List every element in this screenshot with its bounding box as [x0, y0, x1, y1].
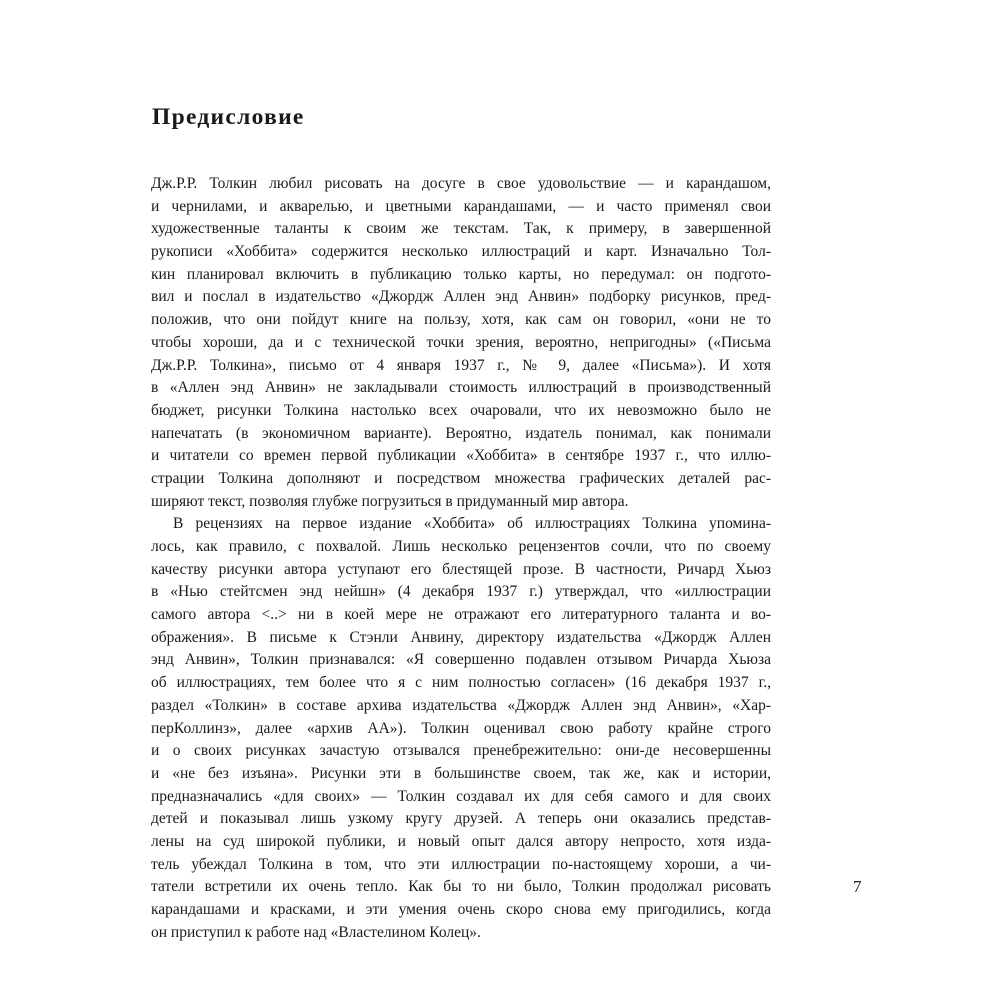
text-line: и о своих рисунках зачастую отзывался пренебрежительно: они-де несовершенны	[151, 742, 771, 760]
page-number: 7	[853, 877, 862, 896]
text-line: кин планировал включить в публикацию только карты, но передумал: он подгото-	[151, 265, 771, 283]
text-line: рукописи «Хоббита» содержится несколько иллюстраций и карт. Изначально Тол-	[151, 243, 771, 261]
text-line: самого автора <..> ни в коей мере не отражают его литературного таланта и во-	[151, 606, 771, 624]
text-line: лось, как правило, с похвалой. Лишь несколько рецензентов сочли, что по своему	[151, 538, 771, 555]
text-line: ображения». В письме к Стэнли Анвину, директору издательства «Джордж Аллен	[151, 628, 771, 646]
body-text	[151, 173, 771, 944]
text-line: Дж.Р.Р. Толкин любил рисовать на досуге в свое удовольствие — и карандашом,	[151, 175, 771, 192]
text-line: перКоллинз», далее «архив АА»). Толкин оценивал свою работу крайне строго	[151, 719, 771, 737]
text-line: качеству рисунки автора уступают его блестящей прозе. В частности, Ричард Хьюз	[151, 560, 771, 578]
text-line: энд Анвин», Толкин признавался: «Я совершенно подавлен отзывом Ричарда Хьюза	[151, 651, 771, 669]
chapter-heading: Предисловие	[152, 104, 305, 130]
text-line: бюджет, рисунки Толкина настолько всех очаровали, что их невозможно было не	[151, 401, 771, 419]
text-line: ширяют текст, позволяя глубже погрузиться в придуманный мир автора.	[151, 492, 629, 510]
paragraph	[151, 173, 771, 513]
text-line: об иллюстрациях, тем более что я с ним полностью согласен» (16 декабря 1937 г.,	[151, 674, 771, 692]
text-line: положив, что они пойдут книге на пользу, хотя, как сам он говорил, «они не то	[151, 311, 771, 329]
text-line: В рецензиях на первое издание «Хоббита» об иллюстрациях Толкина упомина-	[173, 515, 771, 533]
text-line: в «Нью стейтсмен энд нейшн» (4 декабря 1937 г.) утверждал, что «иллюстрации	[151, 583, 771, 601]
text-line: детей и показывал лишь узкому кругу друзей. А теперь они оказались представ-	[151, 810, 771, 828]
text-line: лены на суд широкой публики, и новый опыт дался автору непросто, хотя изда-	[151, 832, 771, 850]
text-line: карандашами и красками, и эти умения очень скоро снова ему пригодились, когда	[151, 901, 771, 918]
text-line: напечатать (в экономичном варианте). Вероятно, издатель понимал, как понимали	[151, 424, 771, 442]
text-line: и чернилами, и акварелью, и цветными карандашами, — и часто применял свои	[151, 197, 771, 215]
text-line: предназначались «для своих» — Толкин создавал их для себя самого и для своих	[151, 787, 771, 805]
text-line: он приступил к работе над «Властелином Колец».	[151, 923, 481, 941]
text-line: татели встретили их очень тепло. Как бы то ни было, Толкин продолжал рисовать	[151, 878, 771, 896]
paragraph	[151, 513, 771, 944]
text-line: чтобы хороши, да и с технической точки зрения, вероятно, непригодны» («Письма	[151, 333, 771, 351]
text-line: раздел «Толкин» в составе архива издательства «Джордж Аллен энд Анвин», «Хар-	[151, 696, 771, 714]
text-line: Дж.Р.Р. Толкина», письмо от 4 января 1937 г., № 9, далее «Письма»). И хотя	[151, 356, 771, 374]
text-line: и «не без изъяна». Рисунки эти в большинстве своем, так же, как и истории,	[151, 764, 771, 782]
text-line: вил и послал в издательство «Джордж Аллен энд Анвин» подборку рисунков, пред-	[151, 288, 771, 306]
text-line: в «Аллен энд Анвин» не закладывали стоимость иллюстраций в производственный	[151, 379, 771, 397]
text-line: тель убеждал Толкина в том, что эти иллюстрации по-настоящему хороши, а чи-	[151, 855, 771, 873]
text-line: художественные таланты к своим же текстам. Так, к примеру, в завершенной	[151, 220, 771, 238]
text-line: и читатели со времен первой публикации «Хоббита» в сентябре 1937 г., что иллю-	[151, 447, 771, 465]
text-line: страции Толкина дополняют и посредством множества графических деталей рас-	[151, 469, 771, 487]
